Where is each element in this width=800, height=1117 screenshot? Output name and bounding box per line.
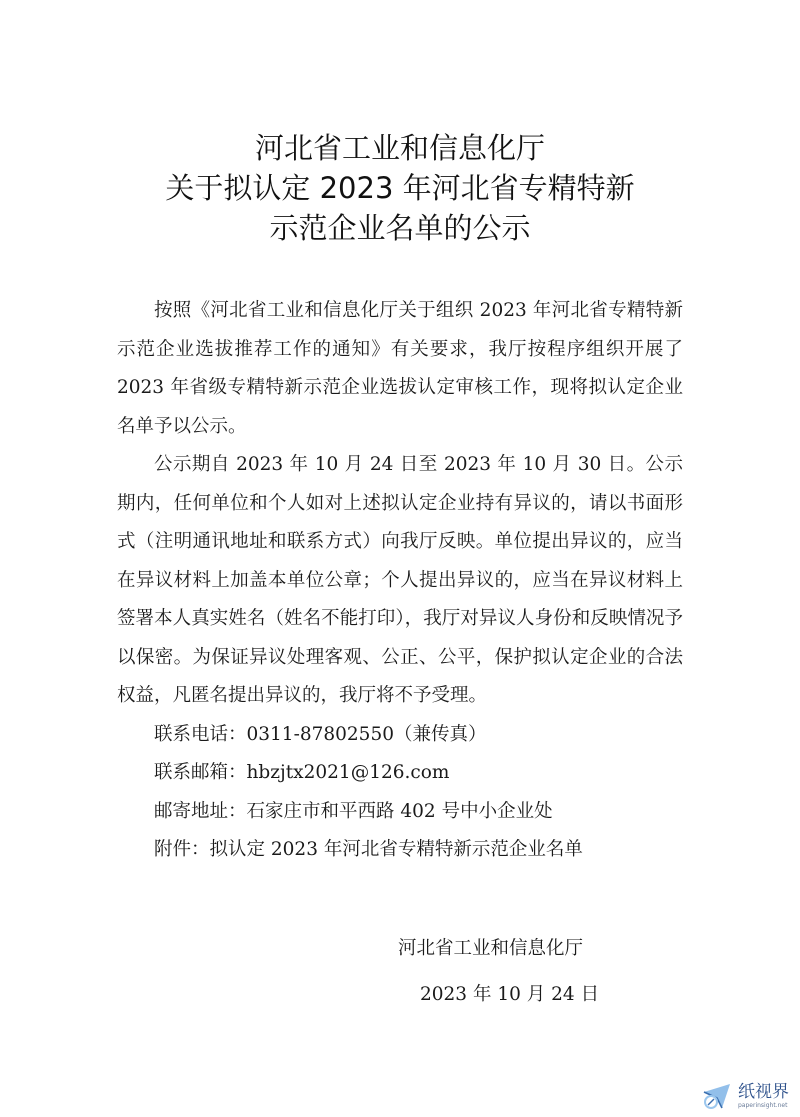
paragraph-intro: 按照《河北省工业和信息化厅关于组织 2023 年河北省专精特新示范企业选拔推荐工作的通知》有关要求，我厅按程序组织开展了 2023 年省级专精特新示范企业选拔认定审核工作，现将拟认定企业名单予以公示。 xyxy=(117,300,683,437)
document-body xyxy=(117,292,683,870)
watermark-name: 纸视界 xyxy=(738,1081,789,1102)
watermark-text xyxy=(738,1082,789,1110)
document-title xyxy=(0,128,800,248)
title-line-3: 示范企业名单的公示 xyxy=(269,211,531,245)
paperinsight-logo-icon xyxy=(700,1078,736,1114)
title-line-2: 关于拟认定 2023 年河北省专精特新 xyxy=(165,171,635,205)
contact-email: 联系邮箱：hbzjtx2021@126.com xyxy=(154,762,450,783)
attachment-line: 附件：拟认定 2023 年河北省专精特新示范企业名单 xyxy=(154,839,583,860)
mailing-address: 邮寄地址：石家庄市和平西路 402 号中小企业处 xyxy=(154,800,553,822)
paragraph-notice-period: 公示期自 2023 年 10 月 24 日至 2023 年 10 月 30 日。公示期内，任何单位和个人如对上述拟认定企业持有异议的，请以书面形式（注明通讯地址和联系方式）向我厅反映。单位提出异议的，应当在异议材料上加盖本单位公章；个人提出异议的，应当在异议材料上签署本人真实姓名（姓名不能打印），我厅对异议人身份和反映情况予以保密。为保证异议处理客观、公正、公平，保护拟认定企业的合法权益，凡匿名提出异议的，我厅将不予受理。 xyxy=(117,454,683,706)
watermark-url: paperinsight.net xyxy=(738,1101,788,1109)
title-line-1: 河北省工业和信息化厅 xyxy=(254,131,545,165)
watermark xyxy=(700,1074,800,1117)
signature-date: 2023 年 10 月 24 日 xyxy=(420,984,600,1005)
contact-phone: 联系电话：0311-87802550（兼传真） xyxy=(154,723,487,745)
signature-org: 河北省工业和信息化厅 xyxy=(398,938,584,959)
